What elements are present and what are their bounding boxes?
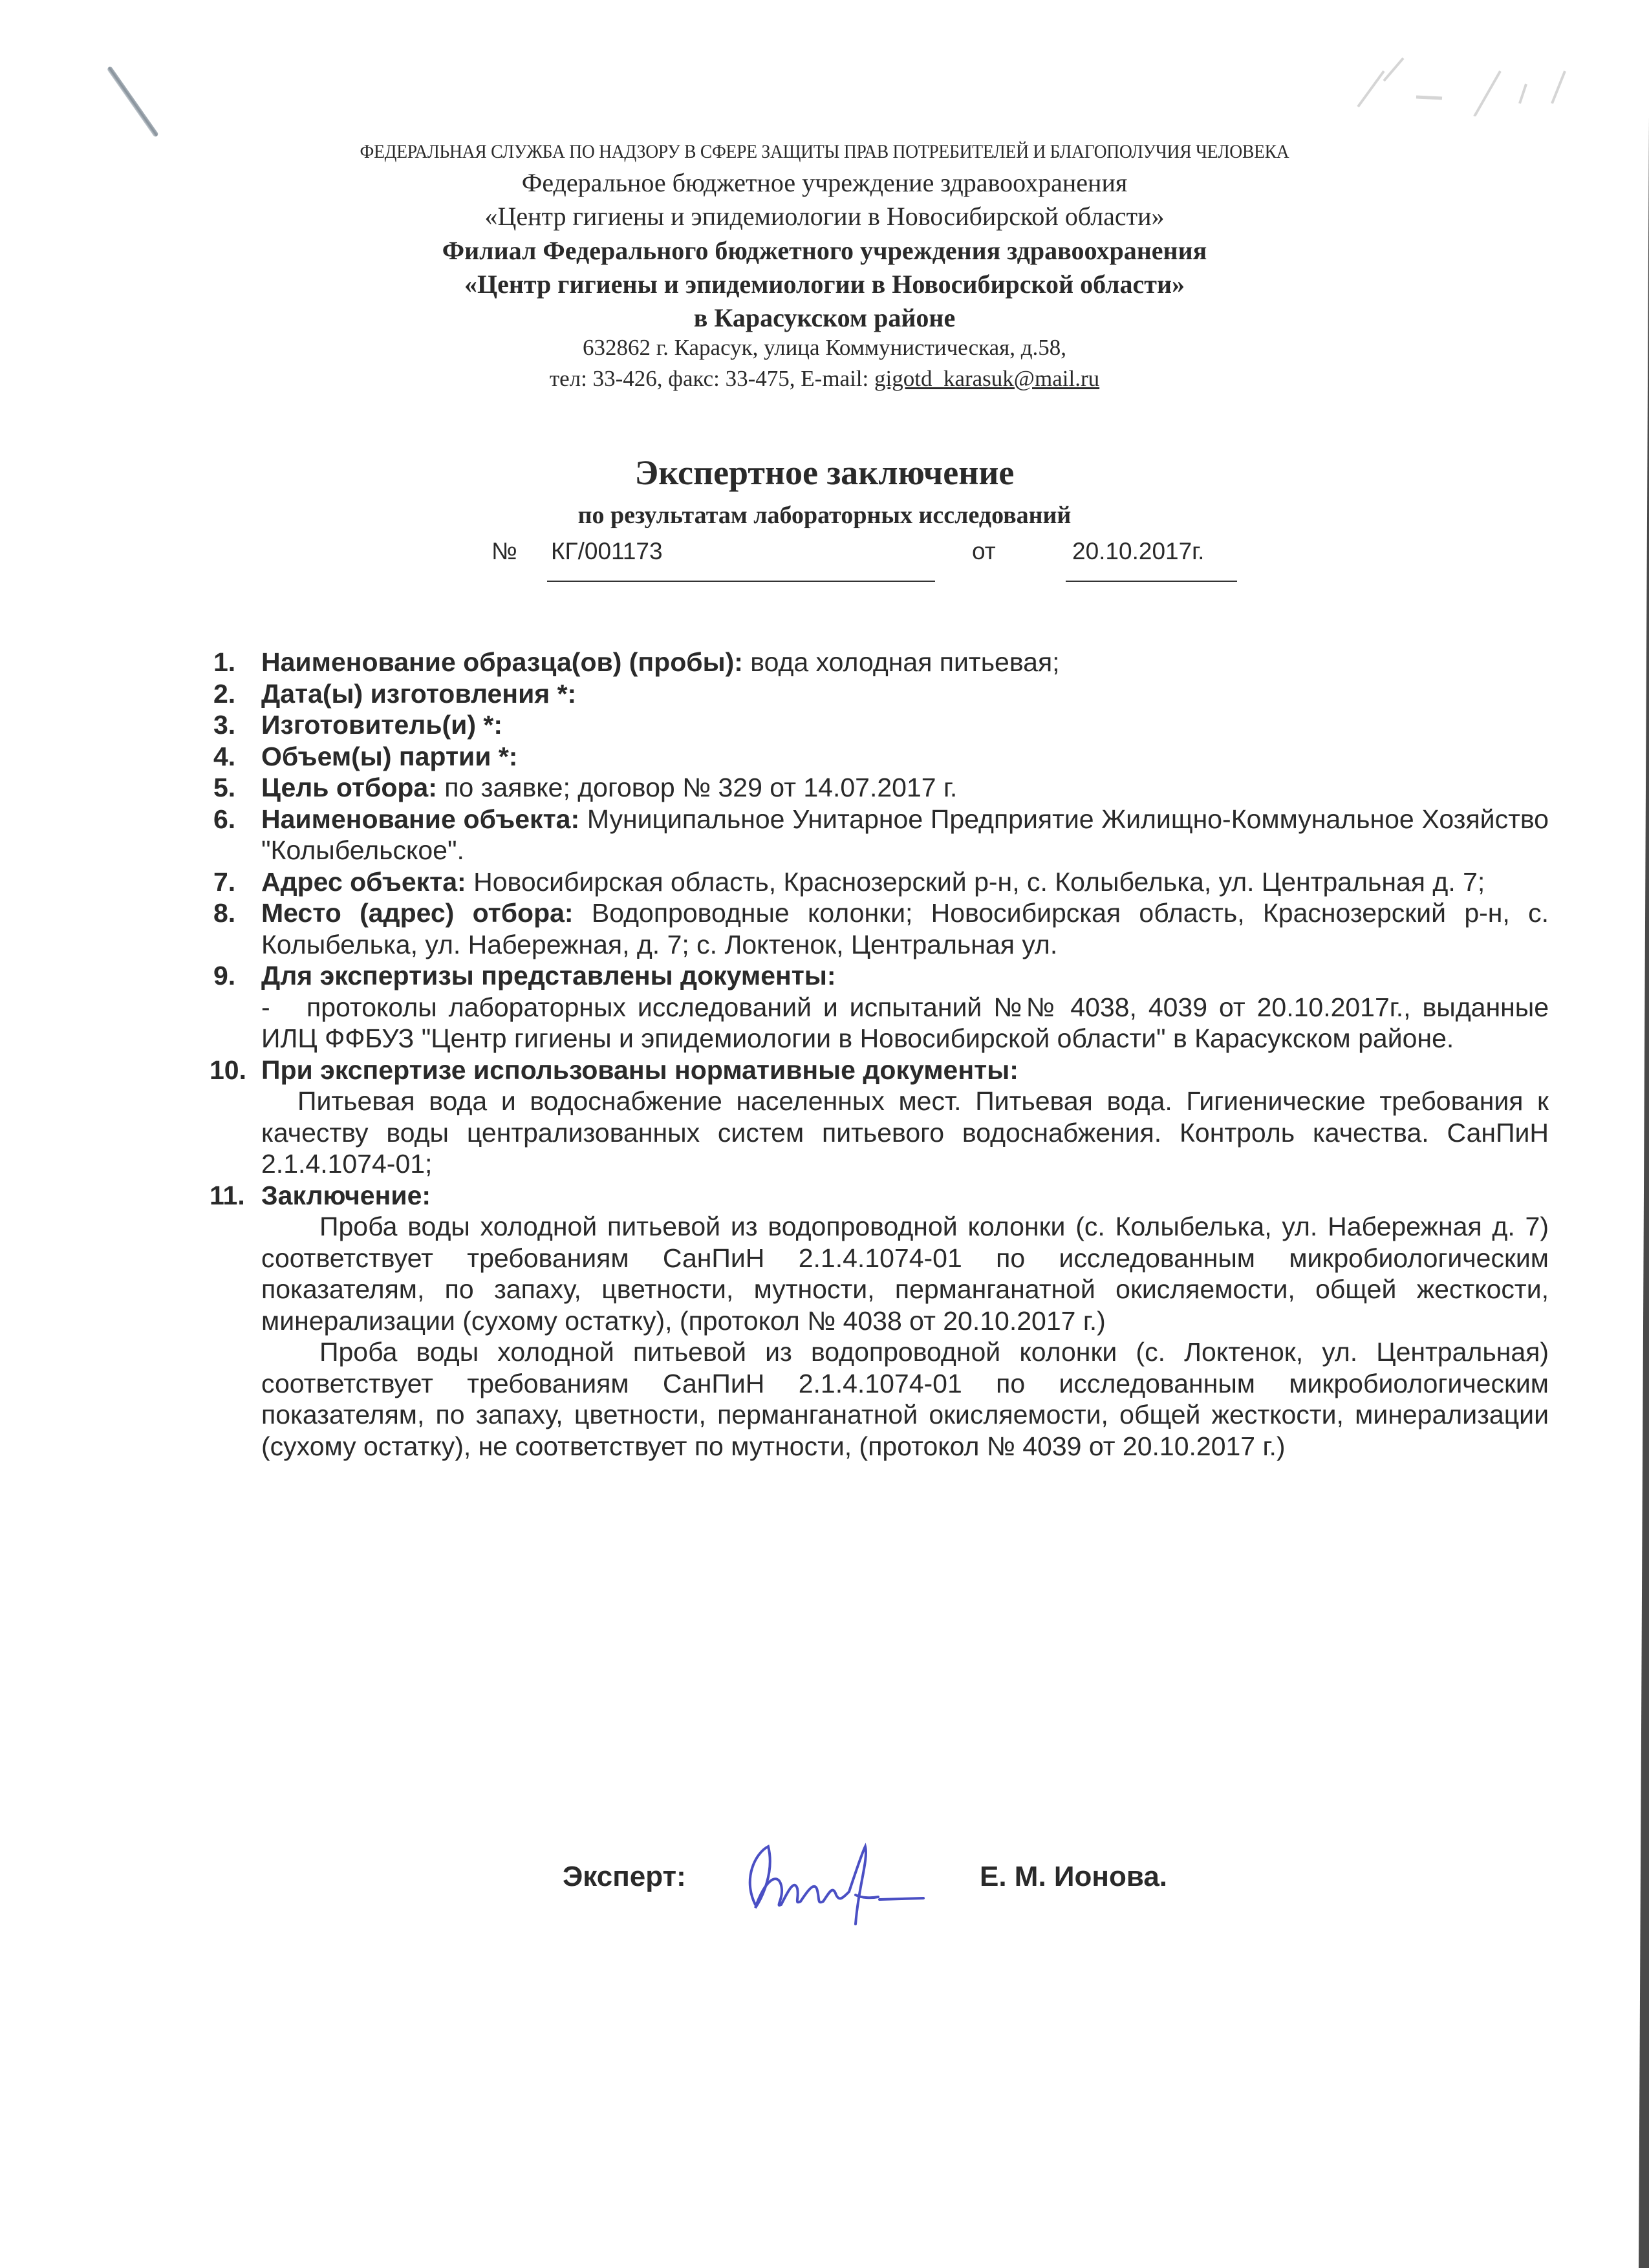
document-body [210,647,1549,1462]
item-value: по заявке; договор № 329 от 14.07.2017 г. [436,773,958,802]
number-underline [547,581,935,582]
institution-line-1: Федеральное бюджетное учреждение здравоохранения [521,168,1128,197]
pencil-annotation-mark [1345,45,1591,116]
list-item-1 [213,647,1549,678]
item-number: 4. [213,741,236,771]
document-title: Экспертное заключение [634,453,1015,492]
list-item-5 [213,772,1549,804]
branch-line-2: «Центр гигиены и эпидемиологии в Новосибирской области» [464,270,1185,299]
item-label: Объем(ы) партии *: [261,741,518,771]
list-item-11 [210,1180,1549,1462]
item-number: 8. [213,898,236,928]
handwritten-signature [717,1834,949,1931]
list-item-4 [213,741,1549,773]
agency-name: ФЕДЕРАЛЬНАЯ СЛУЖБА ПО НАДЗОРУ В СФЕРЕ ЗАЩИТЫ ПРАВ ПОТРЕБИТЕЛЕЙ И БЛАГОПОЛУЧИЯ ЧЕЛОВЕКА [360,141,1289,162]
item-number: 9. [213,961,236,990]
item-label: Цель отбора: [261,773,437,802]
item-label: Адрес объекта: [261,866,466,897]
conclusion-paragraph-1: Проба воды холодной питьевой из водопроводной колонки (с. Колыбелька, ул. Набережная д. 7) соответствует требованиям СанПиН 2.1.4.1074-01 по исследованным микробиологическим показателям, по запаху, цветности, мутности, перманганатной окисляемости, общей жесткости, минерализации (сухому остатку), (протокол № 4038 от 20.10.2017 г.) [261,1212,1549,1336]
item-number: 10. [210,1054,246,1085]
normative-documents: Питьевая вода и водоснабжение населенных мест. Питьевая вода. Гигиенические требования к качеству воды централизованных систем питьевого водоснабжения. Контроль качества. СанПиН 2.1.4.1074-01; [261,1086,1549,1179]
item-label: Место (адрес) отбора: [261,898,574,928]
list-item-10 [210,1054,1549,1180]
item-number: 1. [213,647,236,677]
list-item-9 [213,960,1549,1054]
item-number: 3. [213,710,236,740]
signature-stroke [750,1846,923,1924]
date-underline [1066,581,1237,582]
item-label: Наименование образца(ов) (пробы): [261,647,743,677]
item-number: 11. [210,1180,245,1210]
list-item-2 [213,678,1549,710]
document-date: 20.10.2017г. [1072,538,1205,564]
institution-line-2: «Центр гигиены и эпидемиологии в Новосибирской области» [484,202,1165,231]
contacts [0,366,1649,392]
conclusion-paragraph-2: Проба воды холодной питьевой из водопроводной колонки (с. Локтенок, ул. Центральная) соответствует требованиям СанПиН 2.1.4.1074-01 по исследованным микробиологическим показателям, по запаху, цветности, перманганатной окисляемости, общей жесткости, минерализации (сухому остатку), не соответствует по мутности, (протокол № 4039 от 20.10.2017 г.) [261,1337,1549,1461]
branch-line-1: Филиал Федерального бюджетного учреждения здравоохранения [442,236,1207,265]
item-value: вода холодная питьевая; [742,647,1060,677]
item-label: Наименование объекта: [261,804,580,834]
item-number: 7. [213,866,236,897]
item-number: 2. [213,678,236,709]
date-prefix: от [972,538,996,564]
staple-mark [107,66,159,138]
expert-name: Е. М. Ионова. [980,1861,1168,1892]
branch-line-3: в Карасукском районе [693,303,956,332]
item-label: Дата(ы) изготовления *: [261,678,577,709]
item-value: Новосибирская область, Краснозерский р-н, с. Колыбелька, ул. Центральная д. 7; [466,866,1485,897]
address: 632862 г. Карасук, улица Коммунистическая, д.58, [582,335,1067,360]
document-number: КГ/001173 [551,538,663,564]
item-label: Изготовитель(и) *: [261,710,503,740]
number-sign: № [491,538,517,564]
list-item-3 [213,709,1549,741]
list-item-6 [213,804,1549,866]
email-link[interactable]: gigotd_karasuk@mail.ru [874,366,1100,391]
document-subtitle: по результатам лабораторных исследований [577,502,1072,529]
item-label: При экспертизе использованы нормативные документы: [261,1054,1018,1085]
item-value: Водопроводные колонки; Новосибирская область, Краснозерский р-н, с. Колыбелька, ул. Набережная, д. 7; с. Локтенок, Центральная ул. [261,898,1549,959]
item-value: Муниципальное Унитарное Предприятие Жилищно-Коммунальное Хозяйство "Колыбельское". [261,804,1549,865]
contacts-phone-fax: тел: 33-426, факс: 33-475, E-mail: [549,366,874,391]
documents-provided [261,992,1549,1054]
expert-label: Эксперт: [563,1861,686,1892]
documents-provided-text: протоколы лабораторных исследований и испытаний №№ 4038, 4039 от 20.10.2017г., выданные ИЛЦ ФФБУЗ "Центр гигиены и эпидемиологии в Новосибирской области" в Карасукском районе. [261,992,1549,1053]
list-item-8 [213,897,1549,960]
item-number: 6. [213,804,236,834]
item-label: Для экспертизы представлены документы: [261,961,836,990]
item-label: Заключение: [261,1180,431,1210]
item-number: 5. [213,773,236,802]
list-item-7 [213,866,1549,898]
dash-bullet: - [261,992,270,1022]
